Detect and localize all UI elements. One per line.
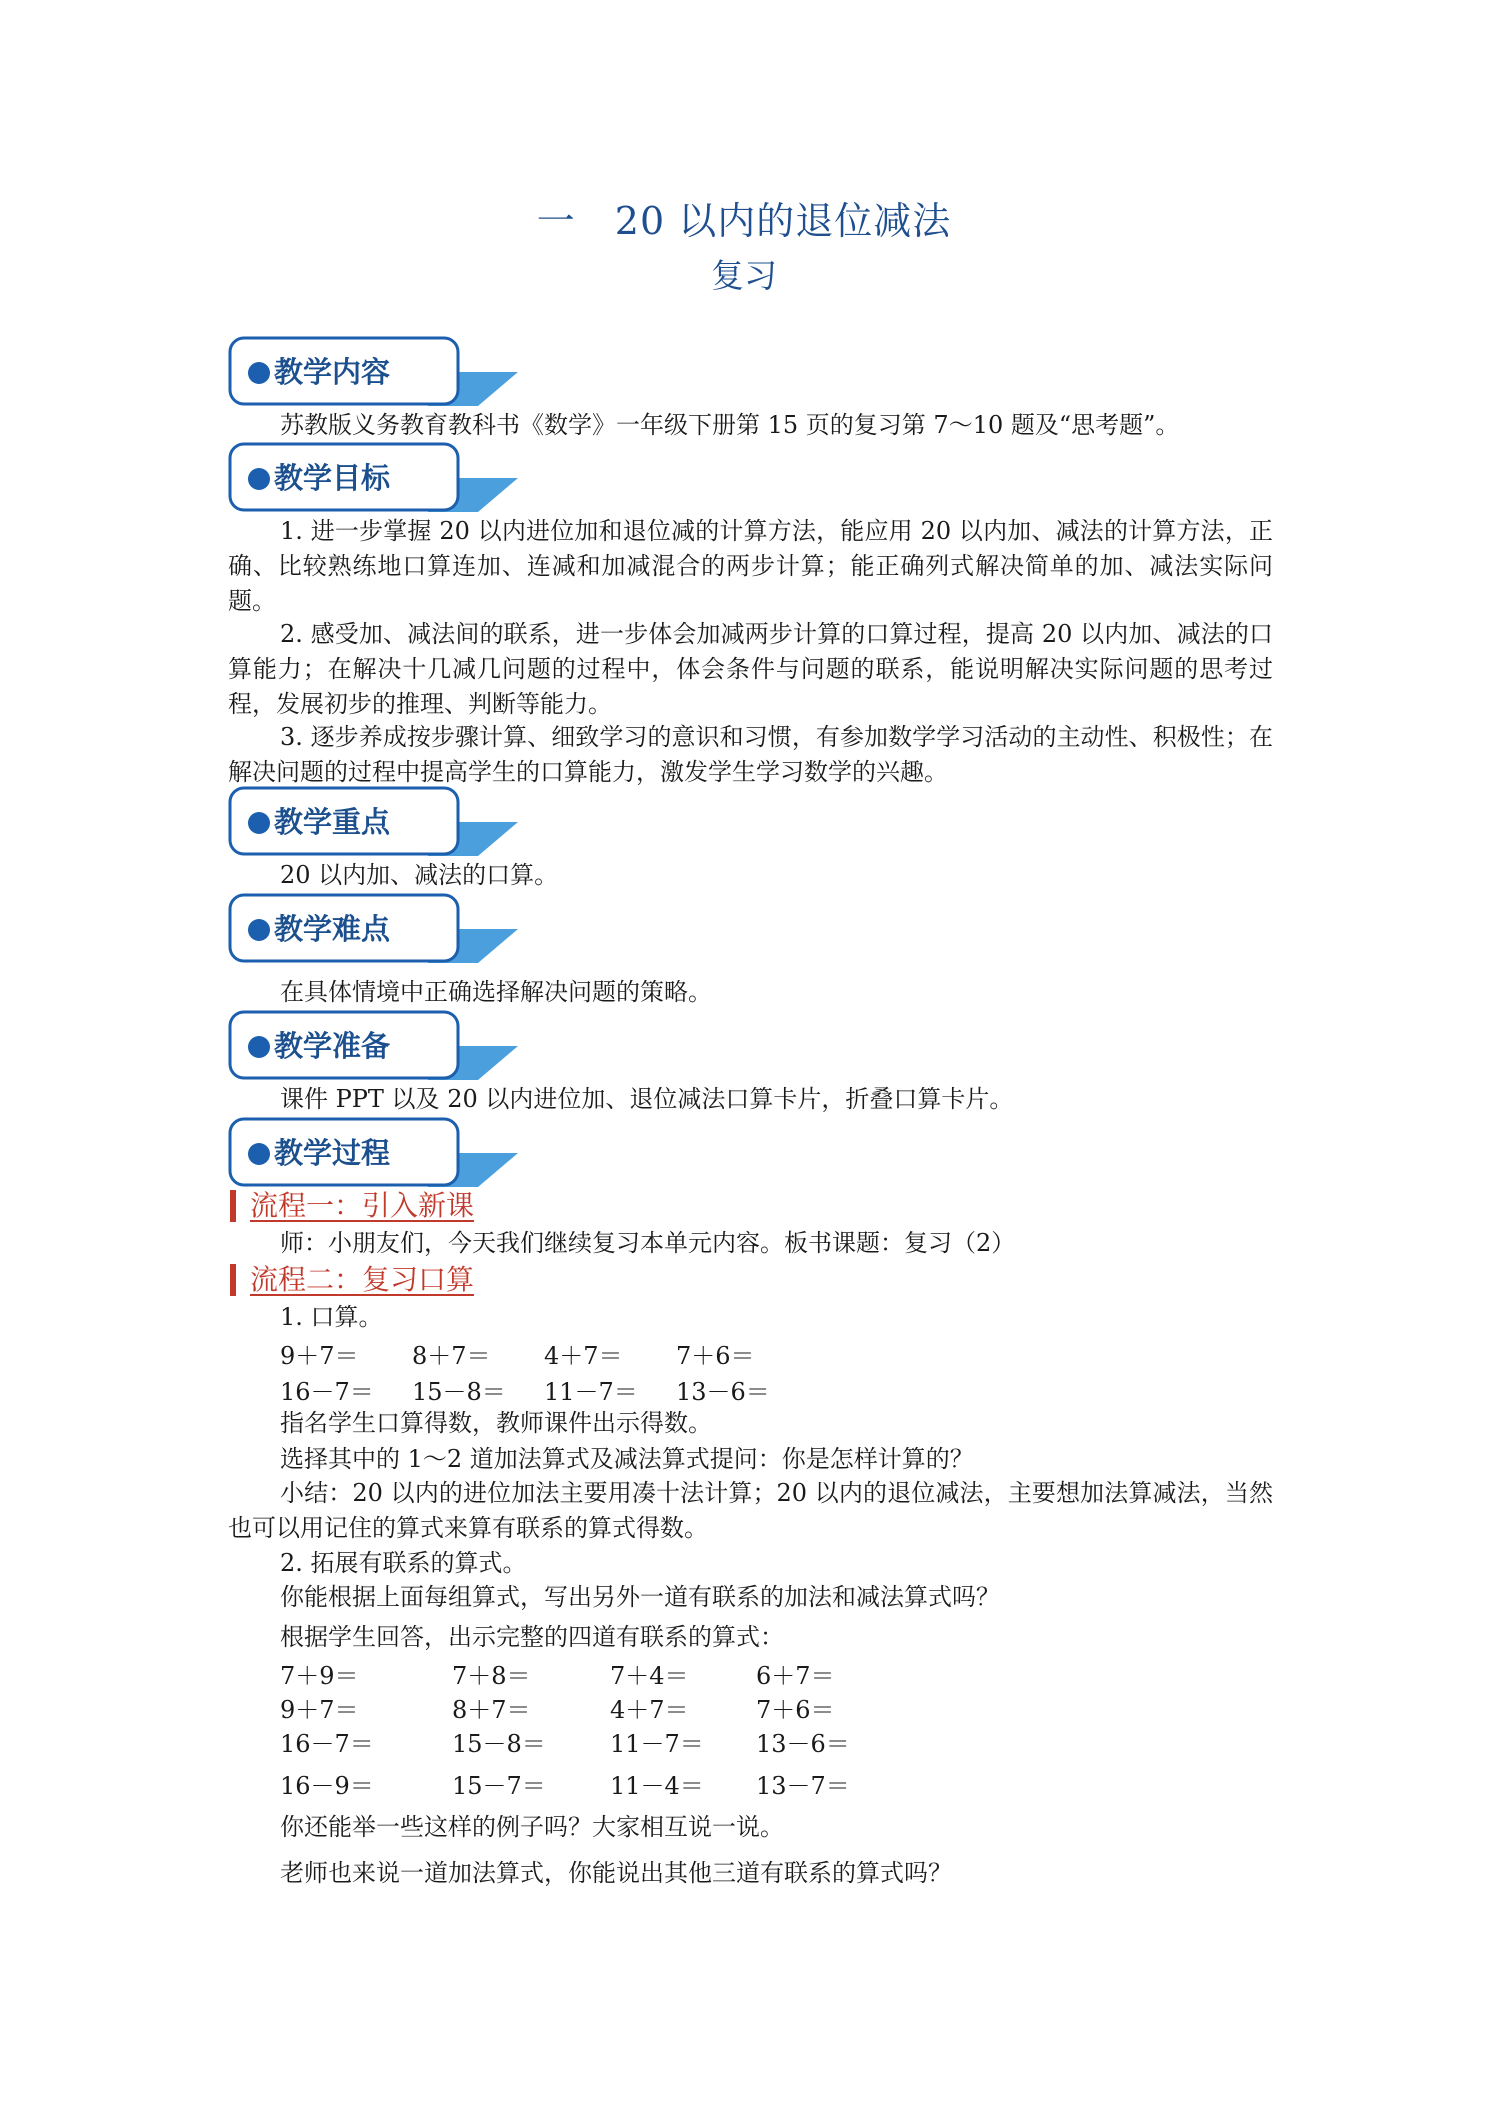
- section-heading-difficult: [228, 893, 518, 963]
- equation: 11－4＝: [610, 1772, 704, 1800]
- equation: 13－6＝: [756, 1730, 850, 1758]
- section-label: 教学过程: [274, 1136, 391, 1170]
- bullet-dot-icon: [248, 468, 270, 490]
- difficult-text: 在具体情境中正确选择解决问题的策略。: [280, 978, 712, 1006]
- text-t6: 你还能举一些这样的例子吗？大家相互说一说。: [280, 1813, 784, 1841]
- text-t4: 你能根据上面每组算式，写出另外一道有联系的加法和减法算式吗？: [280, 1583, 1000, 1611]
- text-t3: 小结：20 以内的进位加法主要用凑十法计算；20 以内的退位减法，主要想加法算减法，当然也可以用记住的算式来算有联系的算式得数。: [228, 1479, 1273, 1542]
- item-1: 1. 口算。: [280, 1303, 383, 1331]
- text-t1: 指名学生口算得数，教师课件出示得数。: [280, 1409, 712, 1437]
- goal-3: 3. 逐步养成按步骤计算、细致学习的意识和习惯，有参加数学学习活动的主动性、积极性；在解决问题的过程中提高学生的口算能力，激发学生学习数学的兴趣。: [228, 723, 1273, 786]
- goal-2: 2. 感受加、减法间的联系，进一步体会加减两步计算的口算过程，提高 20 以内加、减法的口算能力；在解决十几减几问题的过程中，体会条件与问题的联系，能说明解决实际问题的思考过程，发展初步的推理、判断等能力。: [228, 620, 1273, 718]
- equation: 9＋7＝: [280, 1342, 359, 1370]
- equation: 13－7＝: [756, 1772, 850, 1800]
- equation: 16－7＝: [280, 1730, 374, 1758]
- section-label: 教学难点: [274, 912, 391, 946]
- goal-1: 1. 进一步掌握 20 以内进位加和退位减的计算方法，能应用 20 以内加、减法的计算方法，正确、比较熟练地口算连加、连减和加减混合的两步计算；能正确列式解决简单的加、减法实际问题。: [228, 517, 1273, 615]
- equation: 4＋7＝: [610, 1696, 689, 1724]
- bullet-dot-icon: [248, 1036, 270, 1058]
- section-heading-prep: [228, 1010, 518, 1080]
- equation: 9＋7＝: [280, 1696, 359, 1724]
- page-title: 一 20 以内的退位减法: [536, 199, 952, 243]
- equation: 15－8＝: [452, 1730, 546, 1758]
- equation: 8＋7＝: [412, 1342, 491, 1370]
- section-heading-key: [228, 786, 518, 856]
- content-text: 苏教版义务教育教科书《数学》一年级下册第 15 页的复习第 7～10 题及“思考题”。: [280, 411, 1180, 439]
- page-subtitle: 复习: [711, 256, 777, 295]
- section-heading-goals: [228, 442, 518, 512]
- text-t5: 根据学生回答，出示完整的四道有联系的算式：: [280, 1623, 784, 1651]
- flow-heading-2: 流程二：复习口算: [230, 1264, 474, 1296]
- equation: 4＋7＝: [544, 1342, 623, 1370]
- bullet-dot-icon: [248, 919, 270, 941]
- section-heading-process: [228, 1117, 518, 1187]
- equation: 7＋6＝: [676, 1342, 755, 1370]
- equation: 8＋7＝: [452, 1696, 531, 1724]
- section-label: 教学内容: [274, 355, 391, 389]
- equation: 6＋7＝: [756, 1662, 835, 1690]
- equation: 7＋8＝: [452, 1662, 531, 1690]
- equation: 11－7＝: [544, 1378, 638, 1406]
- section-label: 教学准备: [274, 1029, 391, 1063]
- equation: 16－9＝: [280, 1772, 374, 1800]
- section-label: 教学目标: [274, 461, 391, 495]
- equation: 16－7＝: [280, 1378, 374, 1406]
- bullet-dot-icon: [248, 362, 270, 384]
- equation: 15－7＝: [452, 1772, 546, 1800]
- text-t7: 老师也来说一道加法算式，你能说出其他三道有联系的算式吗？: [280, 1859, 952, 1887]
- flow1-text: 师：小朋友们，今天我们继续复习本单元内容。板书课题：复习（2）: [280, 1229, 1016, 1257]
- equation: 15－8＝: [412, 1378, 506, 1406]
- section-heading-content: [228, 336, 518, 406]
- bullet-dot-icon: [248, 1143, 270, 1165]
- equation: 7＋9＝: [280, 1662, 359, 1690]
- key-text: 20 以内加、减法的口算。: [280, 861, 559, 889]
- bullet-dot-icon: [248, 812, 270, 834]
- equation: 13－6＝: [676, 1378, 770, 1406]
- equation: 7＋6＝: [756, 1696, 835, 1724]
- equation: 11－7＝: [610, 1730, 704, 1758]
- section-label: 教学重点: [274, 805, 391, 839]
- item-2: 2. 拓展有联系的算式。: [280, 1549, 527, 1577]
- prep-text: 课件 PPT 以及 20 以内进位加、退位减法口算卡片，折叠口算卡片。: [280, 1085, 1014, 1113]
- flow-heading-1: 流程一：引入新课: [230, 1190, 474, 1222]
- text-t2: 选择其中的 1～2 道加法算式及减法算式提问：你是怎样计算的？: [280, 1445, 974, 1473]
- equation: 7＋4＝: [610, 1662, 689, 1690]
